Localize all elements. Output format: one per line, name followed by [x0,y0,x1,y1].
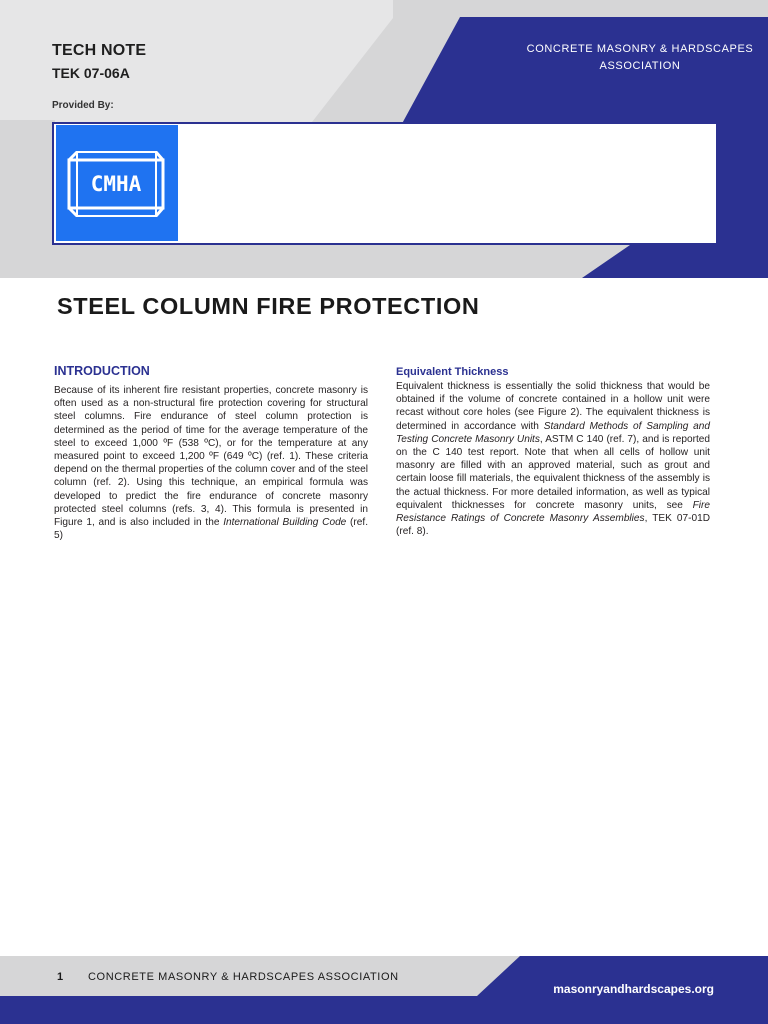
footer-association-name: CONCRETE MASONRY & HARDSCAPES ASSOCIATION [88,971,399,983]
introduction-text: Because of its inherent fire resistant properties, concrete masonry is often used as a non-structural fire protection covering for structural steel columns. Fire endurance of steel column protection is determined as the period of time for the average temperature of the steel to exceed 1,000 ºF (538 ºC), or for the temperature at any measured point to exceed 1,200 ºF (649 ºC) (ref. 1). These criteria depend on the thermal properties of the column cover and of the steel column (ref. 2). Using this technique, an empirical formula was developed to predict the fire endurance of concrete masonry protected steel columns (refs. 3, 4). This formula is presented in Figure 1, and is also included in the International Building Code (ref. 5) [54,385,368,542]
equivalent-thickness-heading: Equivalent Thickness [396,366,509,378]
page-number: 1 [57,971,64,983]
association-name: CONCRETE MASONRY & HARDSCAPES ASSOCIATION [526,43,754,72]
doc-type: TECH NOTE [52,42,147,59]
introduction-heading: INTRODUCTION [54,364,150,378]
cmha-logo [56,125,178,241]
page-title: STEEL COLUMN FIRE PROTECTION [57,293,480,319]
footer-website-link[interactable]: masonryandhardscapes.org [553,982,714,996]
doc-number: TEK 07-06A [52,65,130,81]
provided-by-label: Provided By: [52,100,114,111]
cmha-logo-icon [56,125,178,241]
logo-text: CMHA [90,172,142,196]
equivalent-thickness-text: Equivalent thickness is essentially the solid thickness that would be obtained if the volume of concrete contained in a hollow unit were recast without core holes (see Figure 2). The equivalent thickness is determined in accordance with Standard Methods of Sampling and Testing Concrete Masonry Units, ASTM C 140 (ref. 7), and is reported on the C 140 test report. Note that when all cells of hollow unit masonry are filled with an approved material, such as grout and certain loose fill materials, the equivalent thickness of the assembly is the actual thickness. For more detailed information, as well as typical equivalent thicknesses for concrete masonry units, see Fire Resistance Ratings of Concrete Masonry Assemblies, TEK 07-01D (ref. 8). [396,381,710,538]
